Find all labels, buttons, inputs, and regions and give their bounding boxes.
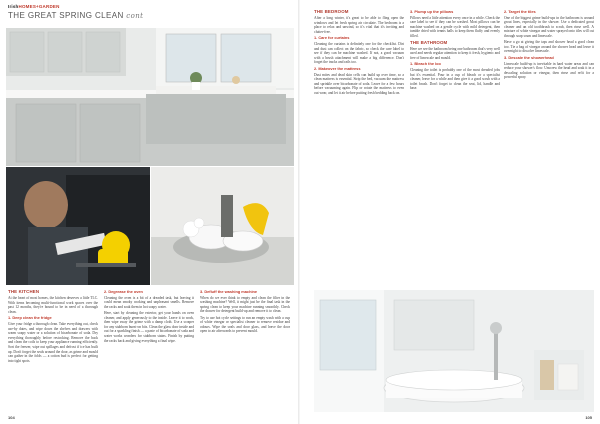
subheading-oven: 2. Degrease the oven	[104, 289, 143, 294]
bathroom-illustration	[314, 290, 594, 412]
subheading-curtains: 1. Care for curtains	[314, 35, 350, 41]
bathroom-column-2	[410, 8, 500, 93]
bedroom-intro: After a long winter, it's great to be able to fling open the windows and let fresh spring air circulate. The bedroom is a place to relax and unwind, so it's vital that it's inviting and clutter-free.	[314, 16, 404, 34]
curtains-text: Cleaning the curtains is definitely one for the checklist. Dirt and dust can collect on the fabric, so check the care label to see if they can be machine washed. If not, a good vacuum with a brush attachment will make a big difference. Don't forget the tracks and rails too.	[314, 42, 404, 65]
washing-text-2: Try to use hot cycle settings to run an empty wash with a cup of white vinegar or specialist cleaner to remove residue and odours. Wipe the seals and door glass, and leave the door open to air afterwards to prevent mould.	[200, 315, 290, 334]
oven-text-2: Here, start by cleaning the exterior, get your hands on oven cleaner, and apply generously to the inside. Leave it to work, then wipe away the grime with a damp cloth. Use a scraper for any stubborn burnt-on bits. Clean the glass door inside and out for a sparkling finish — a paste of bicarbonate of soda and water works wonders for stubborn stains. Finish by putting the racks back and giving everything a final wipe.	[104, 310, 194, 343]
fridge-text: Give your fridge a thorough clean. Take everything out, check use-by dates, and wipe down the shelves and drawers with warm soapy water or a solution of bicarbonate of soda. Dry everything thoroughly before restocking. Remove the back and clean the coils to keep your appliance running efficiently. Sort the freezer, wipe out spillages and defrost if ice has built up. Don't forget the seals around the door, as grime and mould can gather in the folds — a cotton bud is perfect for getting into tight spots.	[8, 322, 98, 363]
page-header	[8, 4, 144, 20]
kitchen-column-1	[8, 288, 98, 365]
washing-text-1: When do we ever think to empty and clean the filter in the washing machine? Well, it might just be the final task in the spring clean to keep your machine running smoothly. Check the drawer for detergent build-up and remove it to clean.	[200, 295, 290, 314]
title-script: cont	[126, 12, 144, 20]
oven-cleaning-photo	[6, 167, 150, 285]
bathroom-photo	[314, 290, 594, 412]
magazine-brand: IrishHOMES+GARDEN	[8, 4, 60, 9]
kitchen-column-2	[104, 288, 194, 345]
tiles-text-2: Have a go at giving the taps and shower head a good clean too. Tie a bag of vinegar around the shower head and leave it overnight to dissolve limescale.	[504, 40, 594, 54]
subheading-showerhead: 3. Descale the showerhead	[504, 54, 554, 60]
subheading-loo: 1. Bleach the loo	[410, 61, 441, 67]
oven-illustration	[6, 167, 150, 285]
sink-illustration	[151, 167, 294, 285]
oven-text-1: Cleaning the oven is a bit of a dreaded task, but leaving it could mean smoky cooking and unpleasant smells. Remove the racks and soak them in hot soapy water.	[104, 295, 194, 309]
right-page	[300, 0, 600, 424]
subheading-mattress: 2. Makeover the mattress	[314, 66, 361, 72]
bathroom-intro: Here we see the bathroom being one bathroom that's very well used and needs regular attention to keep it fresh, hygienic and free of limescale and mould.	[410, 46, 500, 60]
brand-accent: HOMES+GARDEN	[18, 4, 60, 9]
section-heading-bedroom: THE BEDROOM	[314, 9, 349, 14]
subheading-pillows: 3. Plump up the pillows	[410, 9, 454, 14]
section-heading-kitchen: THE KITCHEN	[8, 289, 40, 294]
loo-text: Cleaning the toilet is probably one of the most dreaded jobs but it's essential. Pour in a cup of bleach or a specialist cleaner, leave for a while and then give it a good scrub with a toilet brush. Don't forget to clean the seat, lid, handle and base.	[410, 68, 500, 91]
bedroom-column-1	[314, 8, 404, 97]
pillows-text: Pillows need a little attention every once in a while. Check the care label to see if they can be washed. Most pillows can be machine washed on a gentle cycle with mild detergent, then tumble dried with tennis balls to keep them fluffy and evenly filled.	[410, 15, 500, 38]
kitchen-illustration	[6, 28, 294, 166]
sink-dishes-photo	[151, 167, 294, 285]
subheading-fridge: 1. Deep clean the fridge	[8, 315, 52, 321]
section-heading-bathroom: THE BATHROOM	[410, 39, 448, 45]
subheading-tiles: 2. Target the tiles	[504, 9, 536, 14]
bathroom-column-3	[504, 8, 594, 82]
page-number-right: 105	[585, 415, 592, 420]
kitchen-column-3	[200, 288, 290, 336]
kitchen-intro: At the heart of most homes, the kitchen deserves a little TLC. With items becoming multi-functional work spaces over the past 12 months, they're bound to be in need of a thorough clean.	[8, 296, 98, 314]
showerhead-text: Limescale build-up is inevitable in hard water areas and can reduce your shower's flow. Unscrew the head and soak it in a descaling solution or vinegar, then rinse and refit for a powerful spray.	[504, 61, 594, 80]
article-title: THE GREAT SPRING CLEAN cont	[8, 11, 144, 20]
page-number-left: 104	[8, 415, 15, 420]
mattress-text: Dust mites and dead skin cells can build up over time, so a clean mattress is essential. Strip the bed, vacuum the mattress and sprinkle over bicarbonate of soda. Leave for a few hours before vacuuming again. Flip or rotate the mattress to even out wear, and let it air before putting fresh bedding back on.	[314, 72, 404, 95]
subheading-washing-machine: 3. Defluff the washing machine	[200, 289, 258, 294]
tiles-text-1: One of the biggest grime build-ups in the bathroom is around grout lines, especially in the shower. Use a dedicated grout cleaner and an old toothbrush to scrub, then rinse well. A mixture of white vinegar and water sprayed onto tiles will cut through soap scum and limescale.	[504, 15, 594, 38]
kitchen-photo	[6, 28, 294, 166]
